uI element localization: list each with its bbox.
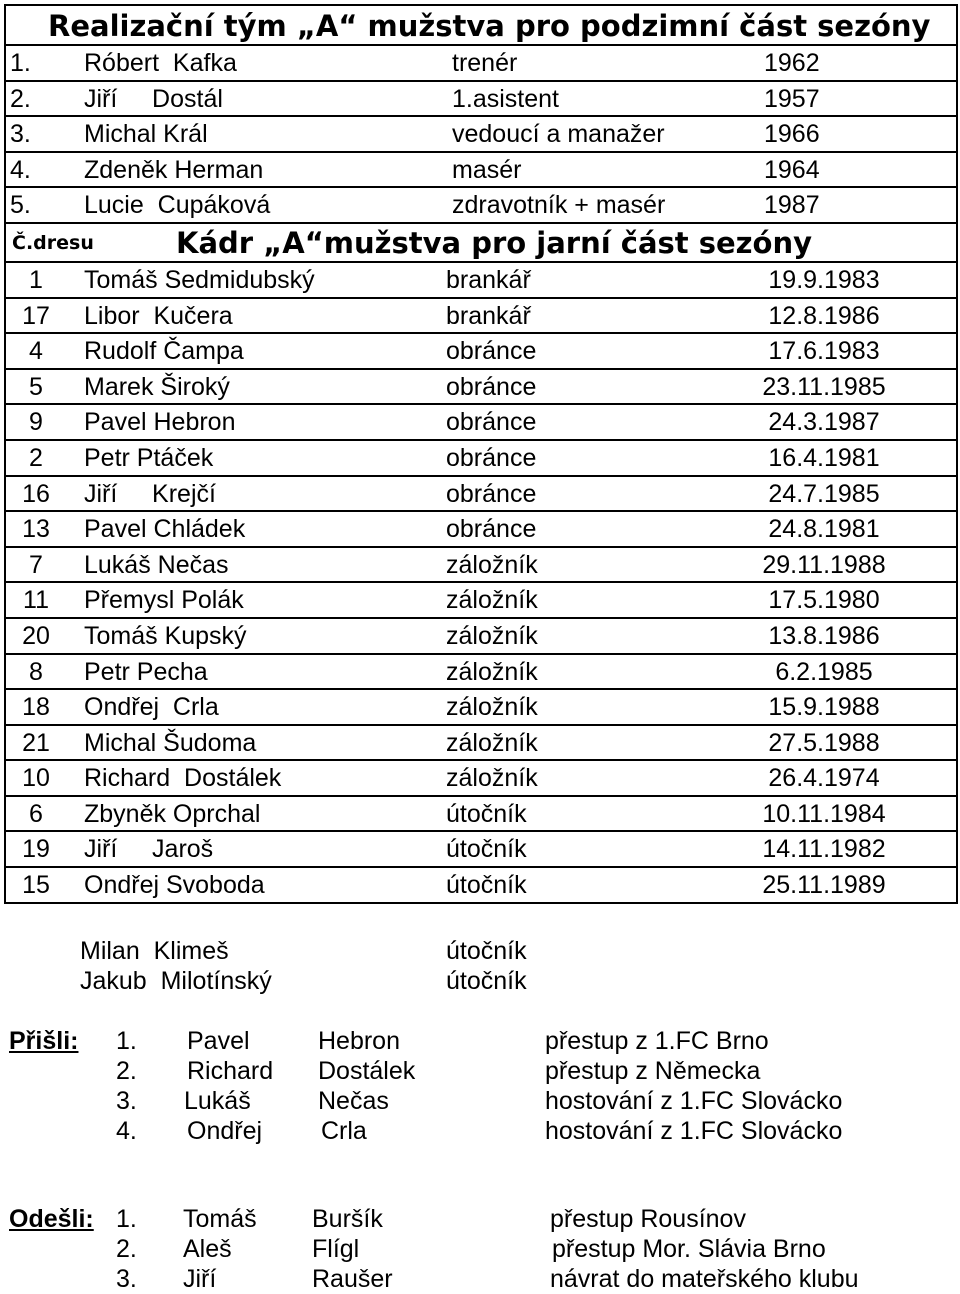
player-position: obránce xyxy=(446,479,537,508)
player-number: 2 xyxy=(29,443,43,472)
staff-list xyxy=(6,46,956,224)
staff-row xyxy=(6,117,956,153)
player-row xyxy=(6,512,956,548)
arrival-number: 3. xyxy=(116,1087,137,1115)
staff-row xyxy=(6,153,956,189)
arrival-first-name: Ondřej xyxy=(187,1117,263,1145)
player-birthdate: 19.9.1983 xyxy=(768,265,880,294)
player-position: obránce xyxy=(446,515,537,544)
staff-number: 5. xyxy=(10,191,31,220)
player-number: 6 xyxy=(29,799,43,828)
player-name: Ondřej Crla xyxy=(84,693,219,722)
staff-year: 1966 xyxy=(764,120,820,149)
staff-name: Róbert Kafka xyxy=(84,49,237,77)
arrivals-label: Přišli: xyxy=(9,1027,79,1055)
extra-player-name: Milan Klimeš xyxy=(80,937,229,965)
player-position: záložník xyxy=(446,621,538,650)
departure-note: přestup Mor. Slávia Brno xyxy=(552,1235,826,1263)
player-birthdate: 14.11.1982 xyxy=(762,835,886,864)
team-title: Realizační tým „A“ mužstva pro podzimní část sezóny xyxy=(48,9,931,43)
team-title-row xyxy=(6,6,956,46)
player-birthdate: 10.11.1984 xyxy=(762,799,886,828)
departure-number: 3. xyxy=(116,1265,137,1293)
staff-row xyxy=(6,46,956,82)
player-number: 10 xyxy=(22,764,50,793)
player-position: brankář xyxy=(446,301,531,330)
player-position: útočník xyxy=(446,871,527,900)
kadr-header-row xyxy=(6,224,956,263)
player-row xyxy=(6,655,956,691)
player-name: Rudolf Čampa xyxy=(84,337,244,366)
staff-role: trenér xyxy=(452,49,518,77)
player-birthdate: 17.5.1980 xyxy=(768,586,880,615)
arrival-number: 4. xyxy=(116,1117,137,1145)
player-number: 20 xyxy=(22,621,50,650)
staff-row xyxy=(6,82,956,118)
player-position: záložník xyxy=(446,728,538,757)
arrival-first-name: Lukáš xyxy=(184,1087,251,1115)
arrival-last-name: Nečas xyxy=(318,1087,389,1115)
arrival-number: 1. xyxy=(116,1027,137,1055)
staff-name: Jiří Dostál xyxy=(84,84,223,113)
departure-number: 2. xyxy=(116,1235,137,1263)
player-position: obránce xyxy=(446,372,537,401)
player-number: 16 xyxy=(22,479,50,508)
player-birthdate: 29.11.1988 xyxy=(762,550,886,579)
staff-number: 4. xyxy=(10,155,31,184)
staff-name: Michal Král xyxy=(84,120,208,149)
staff-number: 3. xyxy=(10,120,31,149)
player-row xyxy=(6,690,956,726)
player-row xyxy=(6,441,956,477)
player-number: 8 xyxy=(29,657,43,686)
departure-note: přestup Rousínov xyxy=(550,1205,746,1233)
player-name: Lukáš Nečas xyxy=(84,550,229,579)
player-name: Libor Kučera xyxy=(84,301,233,330)
staff-year: 1957 xyxy=(764,84,820,113)
player-row xyxy=(6,370,956,406)
player-row xyxy=(6,726,956,762)
player-name: Petr Ptáček xyxy=(84,443,214,472)
player-position: obránce xyxy=(446,443,537,472)
player-name: Richard Dostálek xyxy=(84,764,282,793)
player-name: Pavel Chládek xyxy=(84,515,246,544)
player-name: Tomáš Sedmidubský xyxy=(84,265,315,294)
extra-player-position: útočník xyxy=(446,967,527,995)
player-number: 19 xyxy=(22,835,50,864)
player-row xyxy=(6,334,956,370)
staff-role: 1.asistent xyxy=(452,84,560,113)
player-name: Jiří Jaroš xyxy=(84,835,214,864)
departure-note: návrat do mateřského klubu xyxy=(550,1265,859,1293)
player-number: 15 xyxy=(22,871,50,900)
player-birthdate: 27.5.1988 xyxy=(768,728,880,757)
staff-name: Zdeněk Herman xyxy=(84,155,264,184)
player-row xyxy=(6,477,956,513)
player-number: 7 xyxy=(29,550,43,579)
player-position: záložník xyxy=(446,586,538,615)
player-row xyxy=(6,761,956,797)
player-birthdate: 16.4.1981 xyxy=(768,443,880,472)
arrival-note: přestup z Německa xyxy=(545,1057,761,1085)
arrival-note: přestup z 1.FC Brno xyxy=(545,1027,769,1055)
arrival-last-name: Crla xyxy=(321,1117,367,1145)
arrival-note: hostování z 1.FC Slovácko xyxy=(545,1117,843,1145)
player-number: 11 xyxy=(23,586,49,615)
arrival-first-name: Pavel xyxy=(187,1027,250,1055)
player-name: Petr Pecha xyxy=(84,657,208,686)
player-name: Přemysl Polák xyxy=(84,586,244,615)
arrival-last-name: Dostálek xyxy=(318,1057,416,1085)
player-row xyxy=(6,619,956,655)
player-position: útočník xyxy=(446,799,527,828)
departure-first-name: Aleš xyxy=(183,1235,232,1263)
player-number: 5 xyxy=(29,372,43,401)
player-number: 9 xyxy=(29,408,43,437)
player-number: 13 xyxy=(22,515,50,544)
departure-first-name: Jiří xyxy=(183,1265,217,1293)
player-birthdate: 6.2.1985 xyxy=(775,657,873,686)
roster-table xyxy=(4,4,958,904)
departure-number: 1. xyxy=(116,1205,137,1233)
departure-last-name: Flígl xyxy=(312,1235,360,1263)
player-row xyxy=(6,299,956,335)
player-list xyxy=(6,263,956,904)
staff-year: 1964 xyxy=(764,155,820,184)
player-birthdate: 17.6.1983 xyxy=(768,337,880,366)
jersey-number-header: Č.dresu xyxy=(12,231,94,254)
player-position: záložník xyxy=(446,550,538,579)
player-name: Ondřej Svoboda xyxy=(84,871,265,900)
player-name: Michal Šudoma xyxy=(84,728,257,757)
staff-role: zdravotník + masér xyxy=(452,191,666,220)
departure-first-name: Tomáš xyxy=(183,1205,257,1233)
player-birthdate: 15.9.1988 xyxy=(768,693,880,722)
staff-role: masér xyxy=(452,155,522,184)
extra-player-position: útočník xyxy=(446,937,527,965)
player-row xyxy=(6,583,956,619)
player-birthdate: 24.8.1981 xyxy=(768,515,880,544)
departures-label: Odešli: xyxy=(9,1205,94,1233)
staff-number: 1. xyxy=(10,49,31,77)
player-number: 4 xyxy=(29,337,43,366)
player-name: Zbyněk Oprchal xyxy=(84,799,261,828)
departure-last-name: Raušer xyxy=(312,1265,393,1293)
arrival-note: hostování z 1.FC Slovácko xyxy=(545,1087,843,1115)
player-position: brankář xyxy=(446,265,531,294)
player-birthdate: 13.8.1986 xyxy=(768,621,880,650)
player-row xyxy=(6,263,956,299)
player-name: Tomáš Kupský xyxy=(84,621,247,650)
kadr-title: Kádr „A“mužstva pro jarní část sezóny xyxy=(176,225,813,260)
player-position: útočník xyxy=(446,835,527,864)
staff-year: 1987 xyxy=(764,191,820,220)
staff-name: Lucie Cupáková xyxy=(84,191,271,220)
player-row xyxy=(6,832,956,868)
player-birthdate: 26.4.1974 xyxy=(768,764,880,793)
staff-number: 2. xyxy=(10,84,31,113)
player-row xyxy=(6,548,956,584)
arrival-number: 2. xyxy=(116,1057,137,1085)
player-name: Marek Široký xyxy=(84,372,230,401)
player-number: 17 xyxy=(22,301,50,330)
player-position: obránce xyxy=(446,408,537,437)
player-position: záložník xyxy=(446,693,538,722)
player-row xyxy=(6,405,956,441)
player-name: Jiří Krejčí xyxy=(84,479,216,508)
staff-row xyxy=(6,188,956,224)
extra-player-name: Jakub Milotínský xyxy=(80,967,272,995)
player-name: Pavel Hebron xyxy=(84,408,236,437)
departure-last-name: Buršík xyxy=(312,1205,383,1233)
player-birthdate: 12.8.1986 xyxy=(768,301,880,330)
player-birthdate: 25.11.1989 xyxy=(762,871,886,900)
arrival-first-name: Richard xyxy=(187,1057,274,1085)
player-position: záložník xyxy=(446,764,538,793)
player-position: záložník xyxy=(446,657,538,686)
player-position: obránce xyxy=(446,337,537,366)
player-row xyxy=(6,797,956,833)
player-number: 1 xyxy=(29,265,43,294)
player-number: 21 xyxy=(22,728,50,757)
player-number: 18 xyxy=(22,693,50,722)
player-birthdate: 23.11.1985 xyxy=(762,372,886,401)
staff-year: 1962 xyxy=(764,49,820,77)
player-row xyxy=(6,868,956,904)
player-birthdate: 24.3.1987 xyxy=(768,408,880,437)
player-birthdate: 24.7.1985 xyxy=(768,479,880,508)
staff-role: vedoucí a manažer xyxy=(452,120,665,149)
arrival-last-name: Hebron xyxy=(318,1027,400,1055)
